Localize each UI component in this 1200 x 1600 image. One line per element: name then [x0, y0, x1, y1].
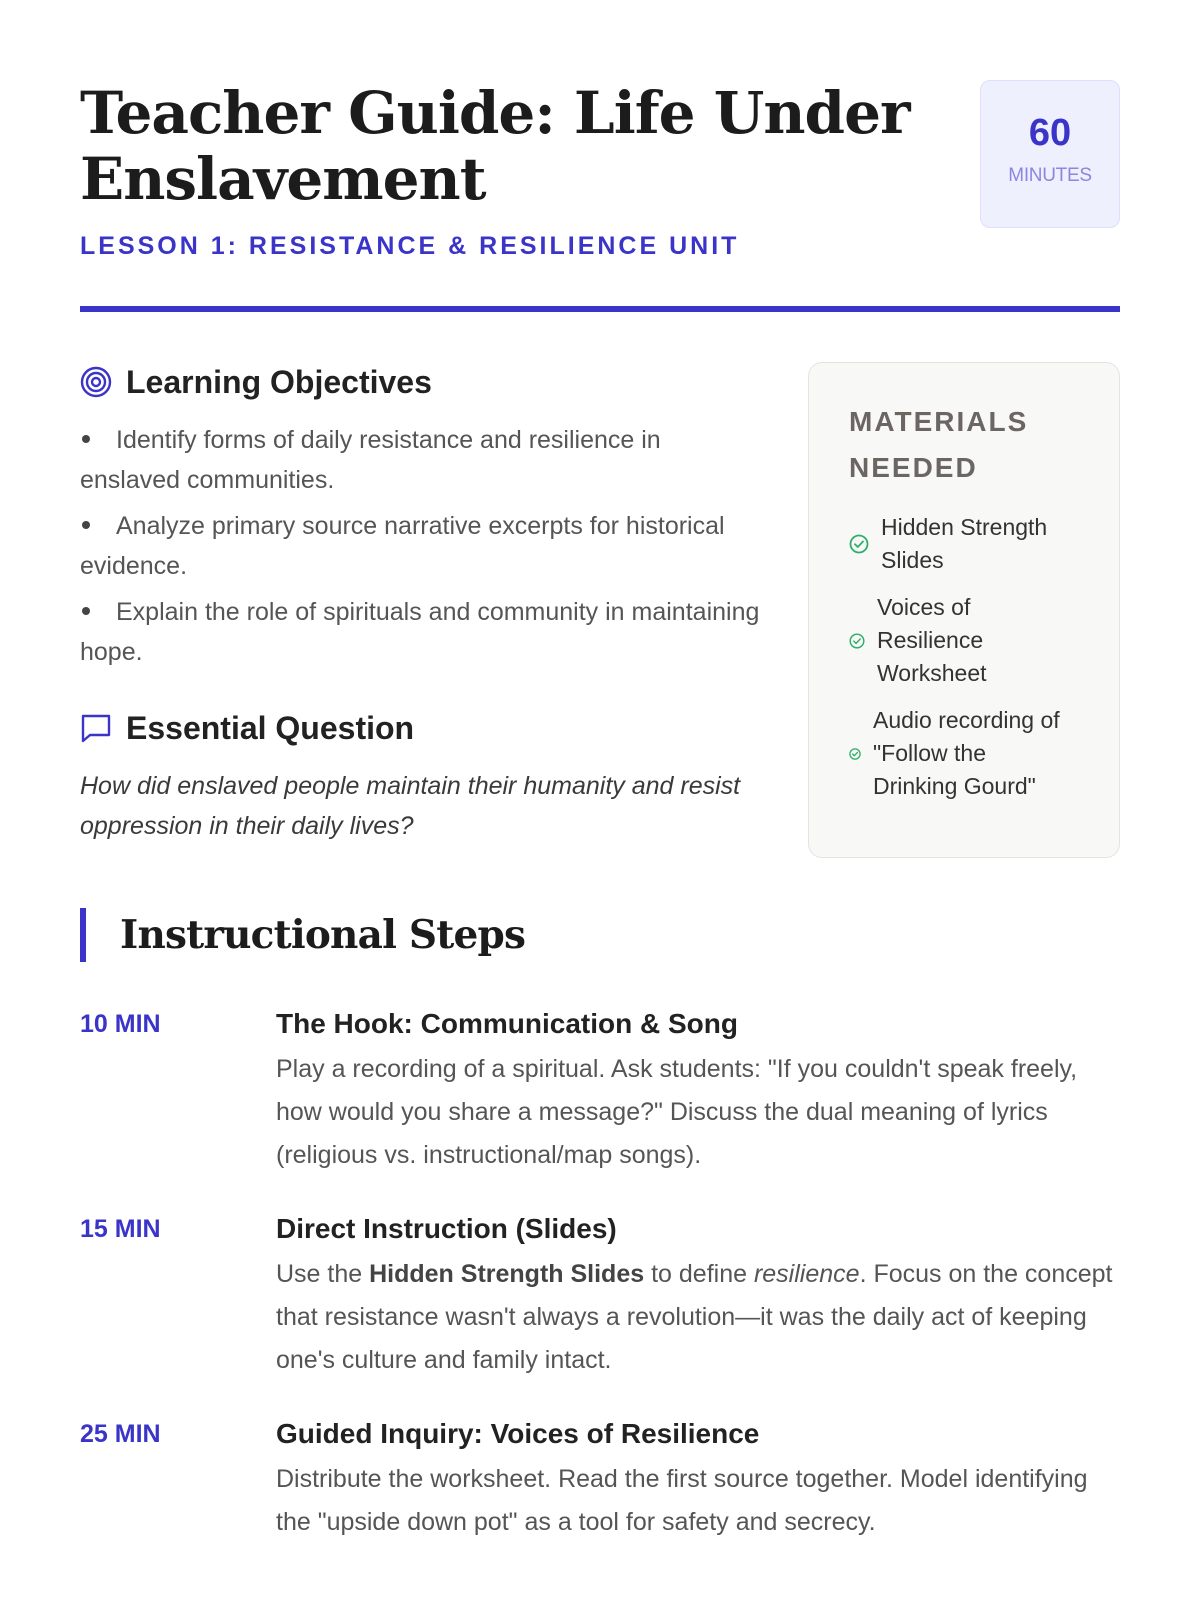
materials-list: [849, 511, 1099, 803]
step-row: [80, 1211, 1120, 1382]
check-circle-icon: [849, 633, 865, 649]
objectives-column: [80, 362, 760, 846]
objectives-heading: [80, 362, 760, 402]
page-title: Teacher Guide: Life Under Enslavement: [80, 79, 910, 213]
objective-text: Identify forms of daily resistance and resilience in enslaved communities.: [80, 426, 661, 494]
objectives-list: [80, 420, 760, 672]
material-text: Voices of Resilience Worksheet: [877, 594, 987, 686]
step-duration: 10 MIN: [80, 1010, 161, 1038]
step-description: Distribute the worksheet. Read the first source together. Model identifying the "upside down pot" as a tool for safety and secrecy.: [276, 1465, 1088, 1536]
step-body: [276, 1211, 1120, 1382]
step-description: Play a recording of a spiritual. Ask students: "If you couldn't speak freely, how would you share a message?" Discuss the dual meaning of lyrics (religious vs. instructional/map songs).: [276, 1055, 1078, 1169]
duration-value: 60: [1028, 112, 1072, 154]
step-bold-text: Hidden Strength Slides: [369, 1260, 645, 1288]
list-item: [80, 506, 760, 586]
materials-panel: [808, 362, 1120, 858]
list-item: [80, 592, 760, 672]
bullet-icon: [82, 521, 90, 529]
list-item: [80, 420, 760, 500]
target-icon: [80, 366, 112, 398]
step-text: to define: [644, 1260, 754, 1288]
steps-list: [80, 1006, 1120, 1544]
material-text: Audio recording of "Follow the Drinking Gourd": [873, 707, 1060, 799]
step-title: Guided Inquiry: Voices of Resilience: [276, 1418, 760, 1449]
essential-question-text: How did enslaved people maintain their humanity and resist oppression in their daily lives?: [80, 772, 741, 840]
steps-title: Instructional Steps: [120, 912, 526, 958]
step-duration: 25 MIN: [80, 1420, 161, 1448]
essential-question-title: Essential Question: [126, 709, 415, 746]
header: [80, 80, 1120, 308]
speech-bubble-icon: [80, 712, 112, 744]
bullet-icon: [82, 435, 90, 443]
step-text: Use the: [276, 1260, 370, 1288]
lesson-subtitle: LESSON 1: RESISTANCE & RESILIENCE UNIT: [80, 232, 740, 260]
check-circle-icon: [849, 534, 869, 554]
objective-text: Analyze primary source narrative excerpts for historical evidence.: [80, 512, 725, 580]
header-divider: [80, 306, 1120, 312]
essential-question-heading: [80, 708, 760, 748]
step-row: [80, 1416, 1120, 1544]
materials-title: MATERIALS NEEDED: [849, 406, 1029, 483]
step-text: . Focus on the concept that resistance wasn't always a revolution—it was the daily act of keeping one's culture and family intact.: [276, 1260, 1113, 1374]
step-description: [276, 1253, 1120, 1382]
step-duration: 15 MIN: [80, 1215, 161, 1243]
material-text: Hidden Strength Slides: [881, 514, 1048, 573]
step-body: [276, 1416, 1120, 1544]
step-row: [80, 1006, 1120, 1177]
check-circle-icon: [849, 748, 861, 760]
objectives-title: Learning Objectives: [126, 363, 432, 400]
list-item: [849, 591, 1099, 690]
objective-text: Explain the role of spirituals and community in maintaining hope.: [80, 598, 760, 666]
steps-heading: [80, 908, 1120, 962]
overview-section: [80, 362, 1120, 852]
duration-badge: [980, 80, 1120, 228]
duration-label: MINUTES: [1008, 165, 1092, 186]
step-title: Direct Instruction (Slides): [276, 1213, 617, 1244]
bullet-icon: [82, 607, 90, 615]
step-body: [276, 1006, 1120, 1177]
step-title: The Hook: Communication & Song: [276, 1008, 738, 1039]
list-item: [849, 511, 1099, 577]
step-italic-text: resilience: [753, 1260, 860, 1288]
list-item: [849, 704, 1099, 803]
